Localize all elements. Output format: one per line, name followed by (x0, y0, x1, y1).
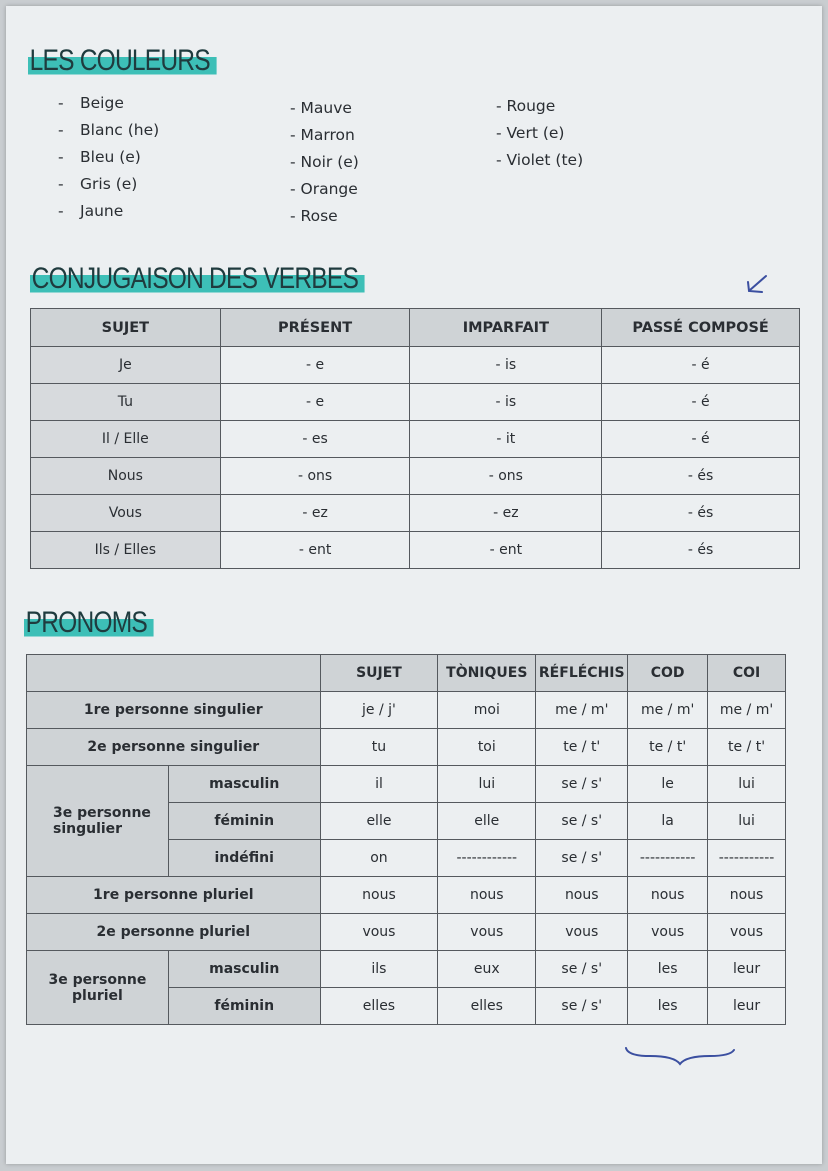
header-cell: SUJET (31, 309, 221, 347)
table-cell: nous (628, 877, 708, 914)
header-cell: SUJET (320, 655, 438, 692)
table-cell: Nous (31, 458, 221, 495)
sub-label: masculin (168, 951, 320, 988)
header-cell: COD (628, 655, 708, 692)
header-cell: IMPARFAIT (410, 309, 602, 347)
row-label: 2e personne singulier (27, 729, 321, 766)
table-cell: eux (438, 951, 536, 988)
brace-annotation-icon (622, 1044, 742, 1072)
table-cell: se / s' (536, 988, 628, 1025)
table-cell: - ent (410, 532, 602, 569)
table-cell: - e (220, 384, 410, 421)
table-cell: les (628, 951, 708, 988)
table-row (27, 766, 786, 803)
table-row (27, 692, 786, 729)
list-item: - Violet (te) (496, 151, 584, 169)
table-cell: - és (602, 495, 800, 532)
table-cell: Ils / Elles (31, 532, 221, 569)
table-cell: me / m' (536, 692, 628, 729)
table-cell: le (628, 766, 708, 803)
table-cell: - ons (220, 458, 410, 495)
table-cell: - is (410, 384, 602, 421)
list-item: - Beige (58, 94, 124, 112)
table-cell: Il / Elle (31, 421, 221, 458)
table-cell: me / m' (708, 692, 786, 729)
table-cell: - it (410, 421, 602, 458)
table-cell: se / s' (536, 803, 628, 840)
table-cell: te / t' (628, 729, 708, 766)
conjugation-table (30, 308, 800, 569)
header-cell: PASSÉ COMPOSÉ (602, 309, 800, 347)
pronouns-heading: PRONOMS (24, 606, 154, 640)
list-item: - Orange (290, 180, 358, 198)
list-item: - Blanc (he) (58, 121, 160, 139)
table-cell: elle (438, 803, 536, 840)
table-cell: leur (708, 951, 786, 988)
table-row (27, 877, 786, 914)
table-row (31, 384, 800, 421)
table-cell: il (320, 766, 438, 803)
table-cell: ----------- (708, 840, 786, 877)
table-cell: me / m' (628, 692, 708, 729)
row-label: 1re personne pluriel (27, 877, 321, 914)
conjugation-heading: CONJUGAISON DES VERBES (30, 262, 365, 296)
table-row (31, 532, 800, 569)
list-item: - Mauve (290, 99, 352, 117)
table-row (31, 421, 800, 458)
table-cell: - ez (220, 495, 410, 532)
table-cell: ----------- (628, 840, 708, 877)
row-label: 1re personne singulier (27, 692, 321, 729)
table-cell: - es (220, 421, 410, 458)
table-cell: te / t' (708, 729, 786, 766)
colors-list-2 (290, 95, 359, 230)
table-cell: ils (320, 951, 438, 988)
table-cell: lui (708, 766, 786, 803)
table-cell: lui (438, 766, 536, 803)
table-cell: Vous (31, 495, 221, 532)
table-cell: vous (628, 914, 708, 951)
table-cell: Tu (31, 384, 221, 421)
table-row (31, 495, 800, 532)
colors-heading: LES COULEURS (28, 44, 216, 78)
sub-label: masculin (168, 766, 320, 803)
list-item: - Noir (e) (290, 153, 359, 171)
checkmark-icon (742, 272, 772, 298)
table-cell: nous (438, 877, 536, 914)
list-item: - Vert (e) (496, 124, 565, 142)
list-item: - Gris (e) (58, 175, 138, 193)
list-item: - Jaune (58, 202, 124, 220)
table-cell: - is (410, 347, 602, 384)
row-label: 2e personne pluriel (27, 914, 321, 951)
table-cell: tu (320, 729, 438, 766)
table-cell: nous (320, 877, 438, 914)
colors-list-1 (58, 90, 159, 225)
table-cell: se / s' (536, 951, 628, 988)
table-cell: vous (708, 914, 786, 951)
header-cell: PRÉSENT (220, 309, 410, 347)
row-label: 3e personne pluriel (27, 951, 169, 1025)
header-cell: TÒNIQUES (438, 655, 536, 692)
header-cell: RÉFLÉCHIS (536, 655, 628, 692)
table-cell: nous (536, 877, 628, 914)
table-cell: leur (708, 988, 786, 1025)
table-cell: la (628, 803, 708, 840)
sub-label: indéfini (168, 840, 320, 877)
table-cell: te / t' (536, 729, 628, 766)
table-cell: Je (31, 347, 221, 384)
table-header-row (31, 309, 800, 347)
table-row (27, 951, 786, 988)
table-cell: les (628, 988, 708, 1025)
list-item: - Marron (290, 126, 355, 144)
table-cell: - és (602, 532, 800, 569)
table-row (27, 914, 786, 951)
sub-label: féminin (168, 988, 320, 1025)
table-cell: se / s' (536, 766, 628, 803)
table-cell: je / j' (320, 692, 438, 729)
header-cell: COI (708, 655, 786, 692)
table-row (31, 458, 800, 495)
colors-list-3 (496, 93, 583, 174)
table-cell: vous (320, 914, 438, 951)
list-item: - Rouge (496, 97, 556, 115)
table-cell: elle (320, 803, 438, 840)
table-row (27, 729, 786, 766)
table-cell: toi (438, 729, 536, 766)
table-cell: se / s' (536, 840, 628, 877)
table-cell: on (320, 840, 438, 877)
table-row (31, 347, 800, 384)
table-cell: - ez (410, 495, 602, 532)
table-cell: - é (602, 347, 800, 384)
pronouns-table (26, 654, 786, 1025)
table-header-row (27, 655, 786, 692)
table-cell: - é (602, 421, 800, 458)
sub-label: féminin (168, 803, 320, 840)
table-cell: - ent (220, 532, 410, 569)
table-cell: moi (438, 692, 536, 729)
table-cell: vous (438, 914, 536, 951)
table-cell: nous (708, 877, 786, 914)
empty-corner-cell (27, 655, 321, 692)
table-cell: vous (536, 914, 628, 951)
table-cell: ------------ (438, 840, 536, 877)
table-cell: - e (220, 347, 410, 384)
table-cell: - ons (410, 458, 602, 495)
row-label: 3e personne singulier (27, 766, 169, 877)
list-item: - Rose (290, 207, 338, 225)
list-item: - Bleu (e) (58, 148, 141, 166)
table-cell: - és (602, 458, 800, 495)
table-cell: - é (602, 384, 800, 421)
table-cell: elles (320, 988, 438, 1025)
table-cell: elles (438, 988, 536, 1025)
table-cell: lui (708, 803, 786, 840)
